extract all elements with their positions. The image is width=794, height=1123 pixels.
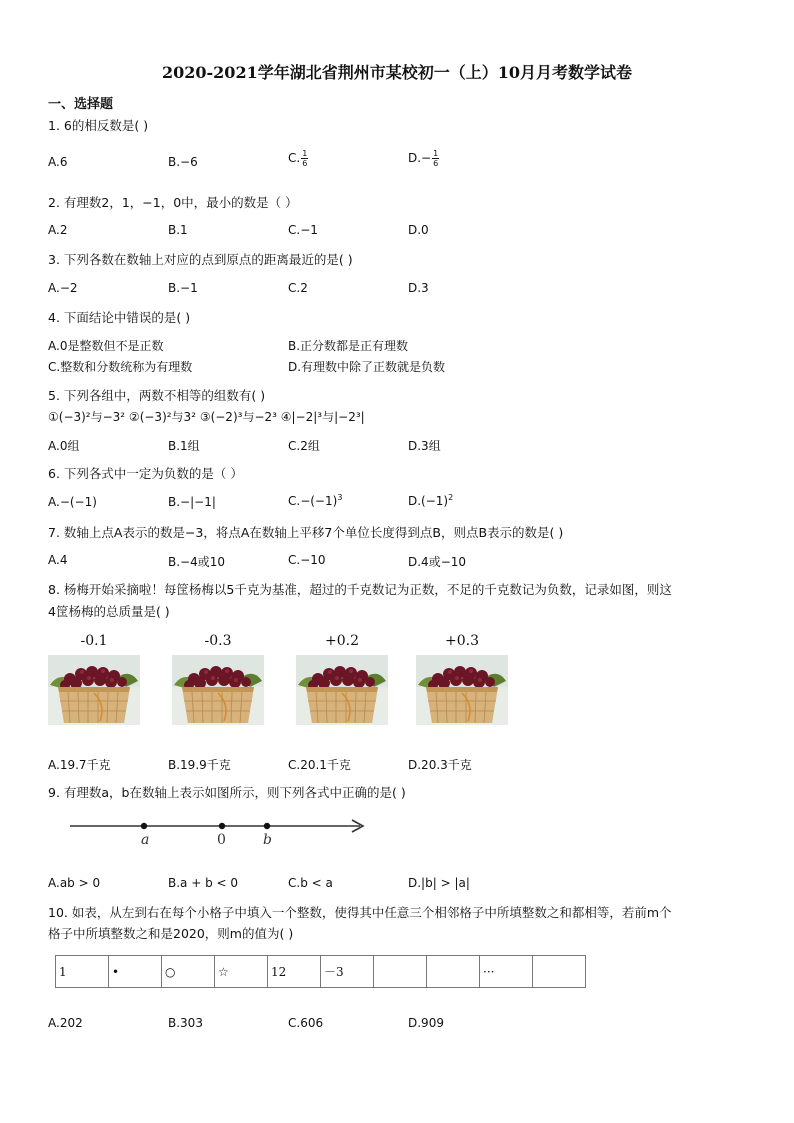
q2-option-d: D.0: [408, 223, 429, 237]
q5-option-a: A.0组: [48, 439, 80, 453]
basket-label: +0.3: [445, 633, 479, 649]
grid-cell: [374, 956, 427, 988]
q4-option-c: C.整数和分数统称为有理数: [48, 360, 193, 374]
axis-label-origin: 0: [217, 832, 226, 848]
question-4-stem: 4. 下面结论中错误的是( ): [48, 310, 191, 325]
q5-option-c: C.2组: [288, 439, 320, 453]
axis-label-b: b: [263, 832, 272, 848]
q3-option-c: C.2: [288, 281, 308, 295]
q2-option-a: A.2: [48, 223, 68, 237]
axis-label-a: a: [141, 832, 150, 848]
q6-option-d: [408, 493, 453, 508]
basket-label: +0.2: [325, 633, 359, 649]
bayberry-basket-image: [296, 655, 388, 725]
q3-option-a: A.−2: [48, 281, 78, 295]
question-9-stem: 9. 有理数a，b在数轴上表示如图所示，则下列各式中正确的是( ): [48, 785, 406, 800]
grid-cell: •: [109, 956, 162, 988]
q1-option-d-prefix: D.−: [408, 151, 432, 165]
question-5-stem: 5. 下列各组中，两数不相等的组数有( ): [48, 388, 266, 403]
q1-option-c: [288, 149, 308, 168]
page-title: 2020-2021学年湖北省荆州市某校初一（上）10月月考数学试卷: [162, 63, 632, 82]
q2-option-b: B.1: [168, 223, 188, 237]
grid-cell: ···: [480, 956, 533, 988]
q5-items: ①(−3)²与−3² ②(−3)²与3² ③(−2)³与−2³ ④|−2|³与|−2³|: [48, 410, 365, 424]
q9-option-c: C.b < a: [288, 876, 333, 890]
exponent: 2: [448, 493, 454, 502]
question-3-stem: 3. 下列各数在数轴上对应的点到原点的距离最近的是( ): [48, 252, 353, 267]
denominator: 6: [433, 159, 439, 168]
q10-option-b: B.303: [168, 1016, 203, 1030]
question-7-stem: 7. 数轴上点A表示的数是−3，将点A在数轴上平移7个单位长度得到点B，则点B表示的数是( ): [48, 525, 564, 540]
q6-option-d-base: D.(−1): [408, 494, 449, 508]
question-8-stem-line1: 8. 杨梅开始采摘啦！每筐杨梅以5千克为基准，超过的千克数记为正数，不足的千克数记为负数，记录如图，则这: [48, 582, 672, 597]
q8-option-a: A.19.7千克: [48, 758, 111, 772]
q6-option-c-base: C.−(−1): [288, 494, 338, 508]
basket-label: -0.3: [204, 633, 232, 649]
q4-option-a: A.0是整数但不是正数: [48, 339, 164, 353]
number-line-diagram: [68, 815, 368, 850]
numerator: 1: [433, 149, 439, 158]
fraction: [432, 149, 439, 168]
question-8-stem-line2: 4筐杨梅的总质量是( ): [48, 604, 170, 619]
q1-option-c-prefix: C.: [288, 151, 301, 165]
bayberry-basket-image: [416, 655, 508, 725]
q8-option-c: C.20.1千克: [288, 758, 351, 772]
question-2-stem: 2. 有理数2，1，−1，0中，最小的数是（ ）: [48, 195, 298, 210]
q8-option-b: B.19.9千克: [168, 758, 231, 772]
q10-option-a: A.202: [48, 1016, 83, 1030]
point-origin: [219, 823, 225, 829]
table-row: [56, 956, 586, 988]
q9-option-b: B.a + b < 0: [168, 876, 239, 890]
q4-option-d: D.有理数中除了正数就是负数: [288, 360, 446, 374]
grid-cell: ○: [162, 956, 215, 988]
denominator: 6: [302, 159, 308, 168]
q3-option-b: B.−1: [168, 281, 198, 295]
q9-option-a: A.ab > 0: [48, 876, 101, 890]
q1-option-a: A.6: [48, 155, 68, 169]
bayberry-basket-image: [48, 655, 140, 725]
q6-option-c: [288, 493, 342, 508]
fraction: [301, 149, 308, 168]
q7-option-a: A.4: [48, 553, 68, 567]
q1-option-b: B.−6: [168, 155, 198, 169]
numerator: 1: [302, 149, 308, 158]
q7-option-c: C.−10: [288, 553, 326, 567]
question-10-stem-line1: 10. 如表，从左到右在每个小格子中填入一个整数，使得其中任意三个相邻格子中所填整数之和都相等，若前m个: [48, 905, 672, 920]
question-6-stem: 6. 下列各式中一定为负数的是（ ）: [48, 466, 243, 481]
q1-option-d: [408, 149, 439, 168]
grid-cell: [427, 956, 480, 988]
exponent: 3: [337, 493, 343, 502]
q7-option-d: D.4或−10: [408, 555, 467, 569]
q5-option-b: B.1组: [168, 439, 200, 453]
grid-cell: 12: [268, 956, 321, 988]
question-10-stem-line2: 格子中所填整数之和是2020，则m的值为( ): [48, 926, 294, 941]
number-grid-table: [55, 955, 586, 988]
q4-option-b: B.正分数都是正有理数: [288, 339, 409, 353]
bayberry-basket-image: [172, 655, 264, 725]
q7-option-b: B.−4或10: [168, 555, 226, 569]
basket-label: -0.1: [80, 633, 108, 649]
q2-option-c: C.−1: [288, 223, 318, 237]
point-a: [141, 823, 147, 829]
q6-option-a: A.−(−1): [48, 495, 97, 509]
grid-cell: －3: [321, 956, 374, 988]
q10-option-d: D.909: [408, 1016, 444, 1030]
q3-option-d: D.3: [408, 281, 429, 295]
q5-option-d: D.3组: [408, 439, 441, 453]
q8-option-d: D.20.3千克: [408, 758, 472, 772]
grid-cell: ☆: [215, 956, 268, 988]
grid-cell: 1: [56, 956, 109, 988]
section-heading: 一、选择题: [48, 97, 114, 112]
question-1-stem: 1. 6的相反数是( ): [48, 118, 149, 133]
grid-cell: [533, 956, 586, 988]
q10-option-c: C.606: [288, 1016, 324, 1030]
q9-option-d: D.|b| > |a|: [408, 876, 470, 890]
q6-option-b: B.−|−1|: [168, 495, 216, 509]
point-b: [264, 823, 270, 829]
